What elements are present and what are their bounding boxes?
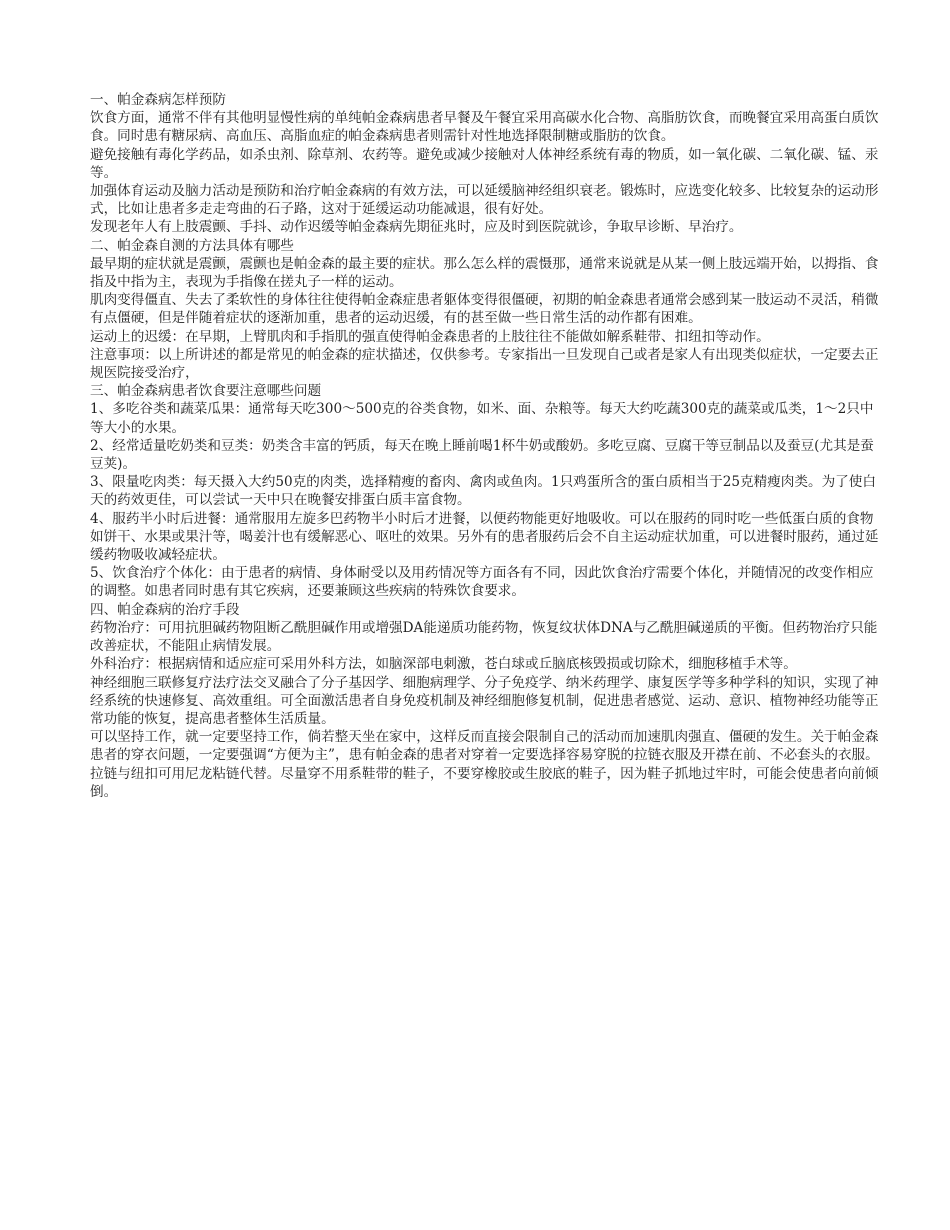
paragraph-surgery: 外科治疗：根据病情和适应症可采用外科方法，如脑深部电刺激，苍白球或丘脑底核毁损或切除术，细胞移植手术等。: [90, 656, 797, 673]
list-item-meal-timing: 4、服药半小时后进餐：通常服用左旋多巴药物半小时后才进餐，以便药物能更好地吸收。可以在服药的同时吃一些低蛋白质的食物如饼干、水果或果汁等，喝姜汁也有缓解恶心、呕吐的效果。另外有的患者服药后会不自主运动症状加重，可以进餐时服药，通过延缓药物吸收减轻症状。: [90, 510, 879, 564]
section-heading-treatment: 四、帕金森病的治疗手段: [90, 601, 240, 618]
paragraph-notice: 注意事项：以上所讲述的都是常见的帕金森的症状描述，仅供参考。专家指出一旦发现自己或者是家人有出现类似症状，一定要去正规医院接受治疗，: [90, 346, 879, 382]
paragraph-tremor: 最早期的症状就是震颤，震颤也是帕金森的最主要的症状。那么怎么样的震慑那，通常来说就是从某一侧上肢远端开始，以拇指、食指及中指为主，表现为手指像在搓丸子一样的运动。: [90, 255, 879, 291]
paragraph-early-signs: 发现老年人有上肢震颤、手抖、动作迟缓等帕金森病先期征兆时，应及时到医院就诊，争取早诊断、早治疗。: [90, 219, 743, 236]
list-item-limit-meat: 3、限量吃肉类：每天摄入大约50克的肉类，选择精瘦的畜肉、禽肉或鱼肉。1只鸡蛋所含的蛋白质相当于25克精瘦肉类。为了使白天的药效更佳，可以尝试一天中只在晚餐安排蛋白质丰富食物。: [90, 474, 876, 509]
paragraph-drug-therapy: 药物治疗：可用抗胆碱药物阻断乙酰胆碱作用或增强DA能递质功能药物，恢复纹状体DNA与乙酰胆碱递质的平衡。但药物治疗只能改善症状，不能阻止病情发展。: [90, 619, 878, 655]
document-body: [90, 91, 880, 801]
paragraph-bradykinesia: 运动上的迟缓：在早期，上臂肌肉和手指肌的强直使得帕金森患者的上肢往往不能做如解系鞋带、扣纽扣等动作。: [90, 328, 770, 345]
paragraph-diet: 饮食方面，通常不伴有其他明显慢性病的单纯帕金森病患者早餐及午餐宜采用高碳水化合物、高脂肪饮食，而晚餐宜采用高蛋白质饮食。同时患有糖尿病、高血压、高脂血症的帕金森病患者则需针对性地选择限制糖或脂肪的饮食。: [90, 110, 879, 145]
list-item-dairy-beans: 2、经常适量吃奶类和豆类：奶类含丰富的钙质，每天在晚上睡前喝1杯牛奶或酸奶。多吃豆腐、豆腐干等豆制品以及蚕豆(尤其是蚕豆荚)。: [90, 437, 874, 473]
paragraph-neural-repair: 神经细胞三联修复疗法疗法交叉融合了分子基因学、细胞病理学、分子免疫学、纳米药理学、康复医学等多种学科的知识，实现了神经系统的快速修复、高效重组。可全面激活患者自身免疫机制及神经细胞修复机制，促进患者感觉、运动、意识、植物神经功能等正常功能的恢复，提高患者整体生活质量。: [90, 674, 879, 727]
paragraph-exercise: 加强体育运动及脑力活动是预防和治疗帕金森病的有效方法，可以延缓脑神经组织衰老。锻炼时，应选变化较多、比较复杂的运动形式，比如让患者多走走弯曲的石子路，这对于延缓运动功能减退，很有好处。: [90, 183, 879, 218]
paragraph-daily-life: 可以坚持工作，就一定要坚持工作，倘若整天坐在家中，这样反而直接会限制自己的活动而加速肌肉强直、僵硬的发生。关于帕金森患者的穿衣问题，一定要强调“方便为主”，患有帕金森的患者对穿着一定要选择容易穿脱的拉链衣服及开襟在前、不必套头的衣服。拉链与纽扣可用尼龙粘链代替。尽量穿不用系鞋带的鞋子，不要穿橡胶或生胶底的鞋子，因为鞋子抓地过牢时，可能会使患者向前倾倒。: [90, 729, 879, 800]
list-item-individualized-diet: 5、饮食治疗个体化：由于患者的病情、身体耐受以及用药情况等方面各有不同，因此饮食治疗需要个体化，并随情况的改变作相应的调整。如患者同时患有其它疾病，还要兼顾这些疾病的特殊饮食要求。: [90, 565, 874, 600]
section-heading-prevention: 一、帕金森病怎样预防: [90, 92, 226, 108]
section-heading-self-test: 二、帕金森自测的方法具体有哪些: [90, 237, 294, 254]
list-item-grains-vegetables: 1、多吃谷类和蔬菜瓜果：通常每天吃300～500克的谷类食物，如米、面、杂粮等。每天大约吃蔬300克的蔬菜或瓜类，1～2只中等大小的水果。: [90, 401, 874, 436]
section-heading-diet-notes: 三、帕金森病患者饮食要注意哪些问题: [90, 383, 322, 400]
paragraph-rigidity: 肌肉变得僵直、失去了柔软性的身体往往使得帕金森症患者躯体变得很僵硬，初期的帕金森患者通常会感到某一肢运动不灵活，稍微有点僵硬，但是伴随着症状的逐渐加重，患者的运动迟缓，有的甚至做一些日常生活的动作都有困难。: [90, 292, 879, 327]
paragraph-avoid-chemicals: 避免接触有毒化学药品，如杀虫剂、除草剂、农药等。避免或减少接触对人体神经系统有毒的物质，如一氧化碳、二氧化碳、锰、汞等。: [90, 146, 879, 181]
